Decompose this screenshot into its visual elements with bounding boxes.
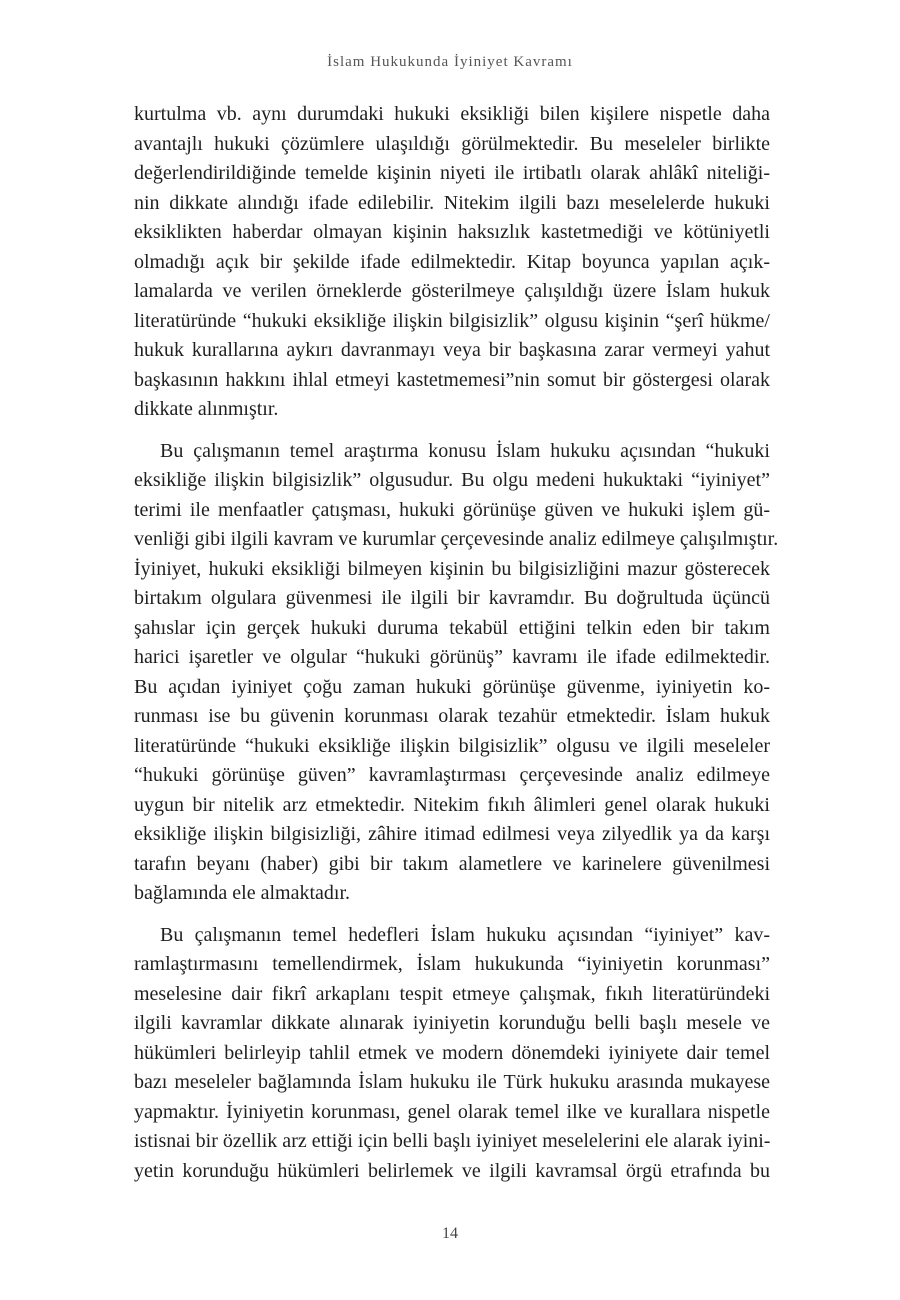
- text-line: Bu açıdan iyiniyet çoğu zaman hukuki görünüşe güvenme, iyiniyetin ko-: [134, 675, 770, 698]
- text-line: Bu çalışmanın temel araştırma konusu İslam hukuku açısından “hukuki: [160, 439, 770, 462]
- text-line: bağlamında ele almaktadır.: [134, 882, 351, 904]
- text-line: İyiniyet, hukuki eksikliği bilmeyen kişinin bu bilgisizliğini mazur gösterecek: [134, 557, 770, 580]
- text-line: avantajlı hukuki çözümlere ulaşıldığı görülmektedir. Bu meseleler birlikte: [134, 132, 770, 155]
- text-line: lamalarda ve verilen örneklerde gösterilmeye çalışıldığı üzere İslam hukuk: [134, 280, 770, 302]
- text-line: şahıslar için gerçek hukuki duruma tekabül ettiğini telkin eden bir takım: [134, 616, 770, 639]
- text-line: başkasının hakkını ihlal etmeyi kastetmemesi”nin somut bir göstergesi olarak: [134, 368, 770, 391]
- text-line: meselesine dair fikrî arkaplanı tespit etmeye çalışmak, fıkıh literatüründeki: [134, 982, 770, 1005]
- text-line: “hukuki görünüşe güven” kavramlaştırması çerçevesinde analiz edilmeye: [134, 764, 770, 786]
- text-line: birtakım olgulara güvenmesi ile ilgili bir kavramdır. Bu doğrultuda üçüncü: [134, 587, 770, 609]
- text-line: tarafın beyanı (haber) gibi bir takım alametlere ve karinelere güvenilmesi: [134, 852, 770, 875]
- text-line: ramlaştırmasını temellendirmek, İslam hukukunda “iyiniyetin korunması”: [134, 953, 770, 975]
- text-line: olmadığı açık bir şekilde ifade edilmektedir. Kitap boyunca yapılan açık-: [134, 250, 770, 273]
- text-line: hükümleri belirleyip tahlil etmek ve modern dönemdeki iyiniyete dair temel: [134, 1041, 770, 1064]
- text-line: eksiklikten haberdar olmayan kişinin haksızlık kastetmediği ve kötüniyetli: [134, 221, 770, 243]
- text-line: eksikliğe ilişkin bilgisizlik” olgusudur. Bu olgu medeni hukuktaki “iyiniyet”: [134, 469, 770, 491]
- text-line: venliği gibi ilgili kavram ve kurumlar çerçevesinde analiz edilmeye çalışılmıştır.: [134, 528, 779, 550]
- body-text: [134, 100, 779, 1186]
- text-line: literatüründe “hukuki eksikliğe ilişkin bilgisizlik” olgusu ve ilgili meseleler: [134, 734, 770, 757]
- text-line: istisnai bir özellik arz ettiği için belli başlı iyiniyet meselelerini ele alarak iyini-: [134, 1130, 771, 1152]
- paragraph-2: [134, 437, 779, 909]
- text-line: yapmaktır. İyiniyetin korunması, genel olarak temel ilke ve kurallara nispetle: [134, 1100, 770, 1123]
- text-line: eksikliğe ilişkin bilgisizliği, zâhire itimad edilmesi veya zilyedlik ya da karşı: [134, 823, 770, 845]
- page-number: 14: [442, 1225, 458, 1242]
- text-line: terimi ile menfaatler çatışması, hukuki görünüşe güven ve hukuki işlem gü-: [134, 498, 770, 521]
- text-line: ilgili kavramlar dikkate alınarak iyiniyetin korunduğu belli başlı mesele ve: [134, 1012, 770, 1034]
- text-line: Bu çalışmanın temel hedefleri İslam hukuku açısından “iyiniyet” kav-: [160, 923, 770, 946]
- paragraph-3: [134, 921, 770, 1187]
- text-line: değerlendirildiğinde temelde kişinin niyeti ile irtibatlı olarak ahlâkî niteliği-: [134, 162, 770, 184]
- text-line: dikkate alınmıştır.: [134, 398, 279, 420]
- text-line: uygun bir nitelik arz etmektedir. Nitekim fıkıh âlimleri genel olarak hukuki: [134, 793, 770, 816]
- text-line: yetin korunduğu hükümleri belirlemek ve ilgili kavramsal örgü etrafında bu: [134, 1159, 770, 1182]
- text-line: harici işaretler ve olgular “hukuki görünüş” kavramı ile ifade edilmektedir.: [134, 646, 770, 668]
- text-line: literatüründe “hukuki eksikliğe ilişkin bilgisizlik” olgusu kişinin “şerî hükme/: [134, 309, 770, 332]
- text-line: kurtulma vb. aynı durumdaki hukuki eksikliği bilen kişilere nispetle daha: [134, 103, 770, 125]
- paragraph-1: [134, 100, 770, 425]
- text-line: bazı meseleler bağlamında İslam hukuku ile Türk hukuku arasında mukayese: [134, 1071, 770, 1093]
- text-line: runması ise bu güvenin korunması olarak tezahür etmektedir. İslam hukuk: [134, 705, 770, 727]
- running-header: İslam Hukukunda İyiniyet Kavramı: [327, 54, 573, 70]
- text-line: hukuk kurallarına aykırı davranmayı veya bir başkasına zarar vermeyi yahut: [134, 339, 770, 361]
- text-line: nin dikkate alındığı ifade edilebilir. Nitekim ilgili bazı meselelerde hukuki: [134, 191, 770, 214]
